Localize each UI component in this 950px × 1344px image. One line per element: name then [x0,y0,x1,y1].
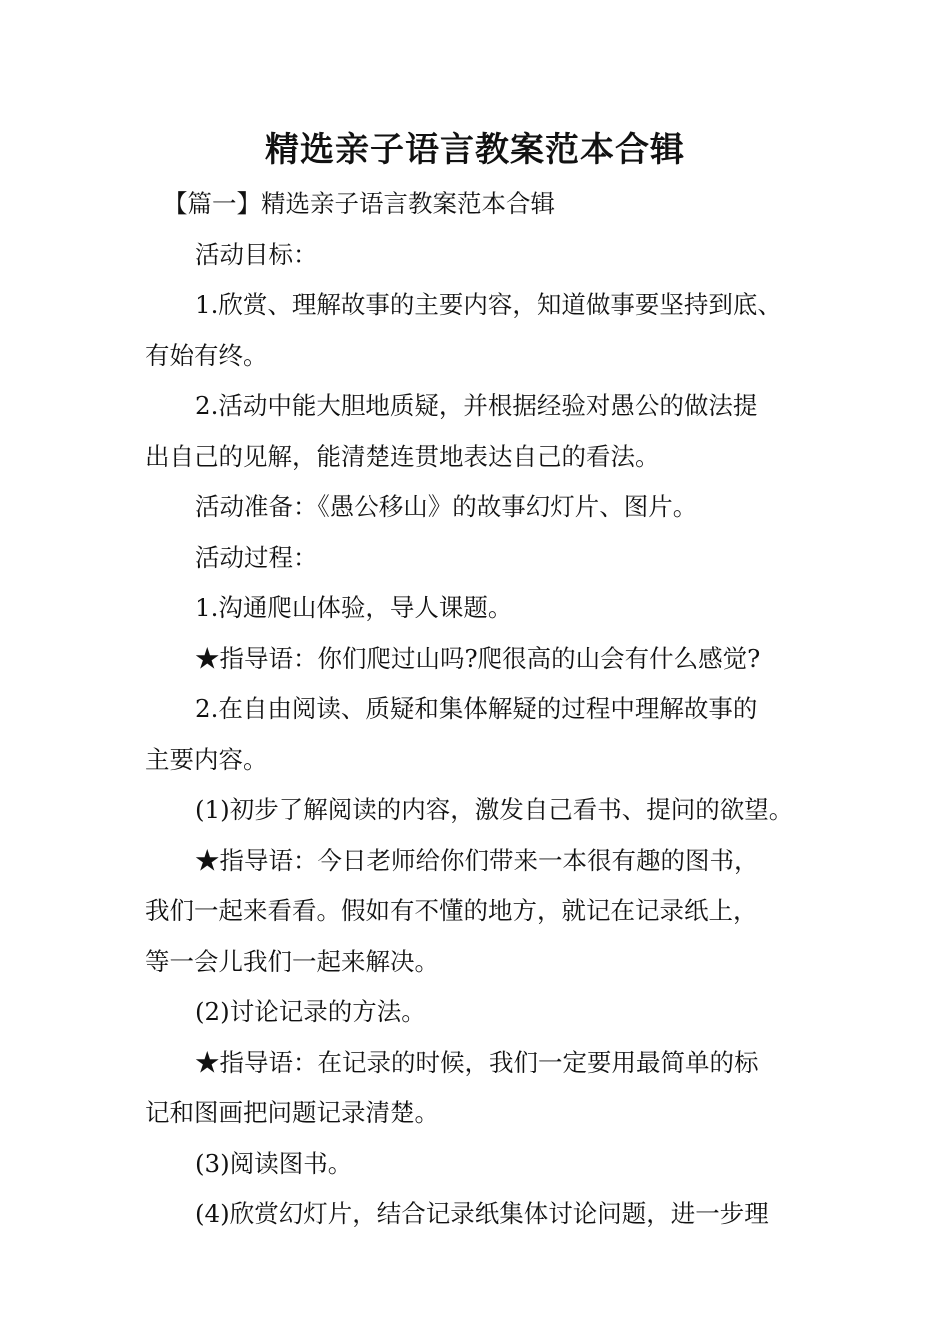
paragraph-line: 主要内容。 [145,744,268,774]
paragraph-line: 1.欣赏、理解故事的主要内容，知道做事要坚持到底、 [195,290,782,319]
paragraph-line: (1)初步了解阅读的内容，激发自己看书、提问的欲望。 [195,795,794,824]
paragraph-activity-goals [145,230,835,281]
paragraph-line: 活动准备：《愚公移山》的故事幻灯片、图片。 [195,492,698,521]
paragraph-line: (3)阅读图书。 [195,1148,353,1178]
document-title: 精选亲子语言教案范本合辑 [265,130,685,170]
paragraph-line: 有始有终。 [145,340,268,370]
paragraph-line: ★指导语：今日老师给你们带来一本很有趣的图书， [195,845,759,875]
paragraph-goal-1 [145,280,835,381]
paragraph-line: 出自己的见解，能清楚连贯地表达自己的看法。 [145,441,660,471]
paragraph-step-1 [145,583,835,634]
paragraph-guidance-2 [145,836,835,988]
paragraph-line: 1.沟通爬山体验，导人课题。 [195,593,513,622]
document-body [145,179,835,1240]
paragraph-substep-2 [145,987,835,1038]
paragraph-preparation [145,482,835,533]
paragraph-line: 我们一起来看看。假如有不懂的地方，就记在记录纸上， [145,896,758,925]
paragraph-guidance-1 [145,634,835,685]
paragraph-line: 活动过程： [195,542,318,572]
paragraph-line: (2)讨论记录的方法。 [195,997,426,1026]
paragraph-guidance-3 [145,1038,835,1139]
paragraph-line: 2.在自由阅读、质疑和集体解疑的过程中理解故事的 [195,694,758,723]
paragraph-step-2 [145,684,835,785]
paragraph-line: 等一会儿我们一起来解决。 [145,946,439,976]
paragraph-line: 2.活动中能大胆地质疑，并根据经验对愚公的做法提 [195,391,758,420]
paragraph-substep-1 [145,785,835,836]
paragraph-line: 活动目标： [195,239,318,269]
section-heading: 【篇一】精选亲子语言教案范本合辑 [163,189,555,218]
paragraph-line: ★指导语：你们爬过山吗?爬很高的山会有什么感觉? [195,643,761,673]
paragraph-substep-4 [145,1189,835,1240]
paragraph-process [145,533,835,584]
paragraph-line: (4)欣赏幻灯片，结合记录纸集体讨论问题，进一步理 [195,1199,769,1228]
paragraph-goal-2 [145,381,835,482]
paragraph-line: 记和图画把问题记录清楚。 [145,1098,439,1127]
paragraph-substep-3 [145,1139,835,1190]
paragraph-line: ★指导语：在记录的时候，我们一定要用最简单的标 [195,1047,759,1077]
